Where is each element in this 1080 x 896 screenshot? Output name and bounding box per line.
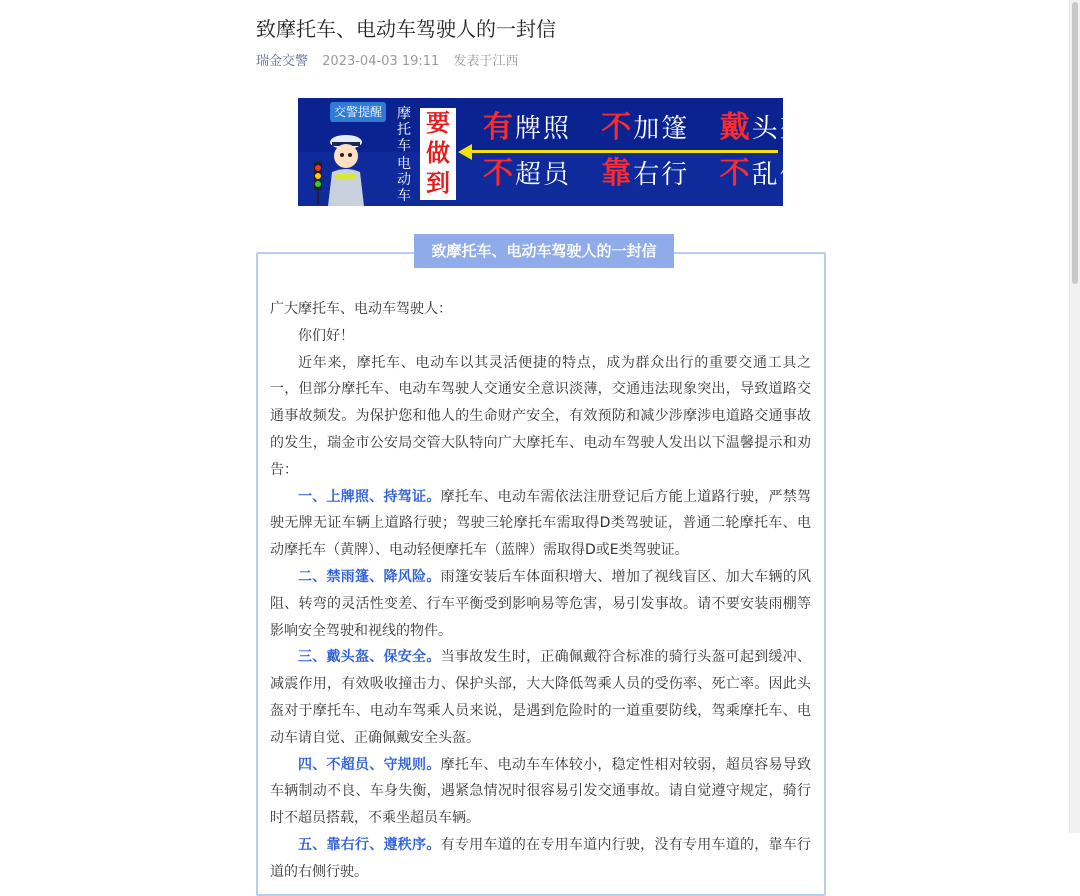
- item-heading: 二、禁雨篷、降风险。: [298, 568, 441, 585]
- traffic-police-illustration: [312, 122, 372, 206]
- item-heading: 五、靠右行、遵秩序。: [298, 836, 441, 853]
- banner-rule: 靠右行: [601, 156, 690, 191]
- item-text: 有专用车道的在专用车道内行驶，没有专用车道的，靠车行道的右侧行驶。: [270, 836, 812, 880]
- banner-tag: 交警提醒: [330, 102, 386, 122]
- letter-item: [270, 832, 811, 886]
- publish-location: 发表于江西: [453, 54, 519, 69]
- item-heading: 一、上牌照、持驾证。: [298, 488, 441, 505]
- scrollbar-thumb[interactable]: [1072, 2, 1078, 284]
- publish-date: 2023-04-03 19:11: [322, 54, 440, 69]
- item-text: 当事故发生时，正确佩戴符合标准的骑行头盔可起到缓冲、减震作用，有效吸收撞击力、保护头部，大大降低驾乘人员的受伤率、死亡率。因此头盔对于摩托车、电动车驾乘人员来说，是遇到危险时的一道重要防线，驾乘摩托车、电动车请自觉、正确佩戴安全头盔。: [270, 649, 812, 746]
- letter-greeting: 广大摩托车、电动车驾驶人：: [270, 301, 452, 317]
- letter-item: [270, 564, 811, 644]
- banner-rule: 不加篷: [601, 110, 690, 145]
- page-scrollbar[interactable]: [1069, 0, 1080, 833]
- item-text: 摩托车、电动车车体较小，稳定性相对较弱，超员容易导致车辆制动不良、车身失衡，遇紧急情况时很容易引发交通事故。请自觉遵守规定，骑行时不超员搭载，不乘坐超员车辆。: [270, 756, 812, 827]
- author-link[interactable]: 瑞金交警: [256, 54, 309, 69]
- banner-rule: 有牌照: [483, 110, 572, 145]
- letter-hello: 你们好！: [298, 327, 354, 344]
- banner-ebike-label: 电动车: [397, 156, 411, 204]
- article-meta: [256, 53, 518, 71]
- item-heading: 三、戴头盔、保安全。: [298, 649, 441, 666]
- article-title: 致摩托车、电动车驾驶人的一封信: [256, 17, 556, 41]
- banner-row-2: [483, 154, 828, 194]
- item-text: 雨篷安装后车体面积增大、增加了视线盲区、加大车辆的风阻、转弯的灵活性变差、行车平衡受到影响易等危害，易引发事故。请不要安装雨棚等影响安全驾驶和视线的物件。: [270, 568, 812, 639]
- letter-item: [270, 752, 811, 832]
- letter-body: [270, 296, 811, 886]
- letter-heading: 致摩托车、电动车驾驶人的一封信: [414, 234, 674, 268]
- letter-item: [270, 484, 811, 564]
- banner-rule: 不乱停: [719, 156, 808, 191]
- letter-item: [270, 644, 811, 751]
- item-text: 摩托车、电动车需依法注册登记后方能上道路行驶，严禁驾驶无牌无证车辆上道路行驶；驾驶三轮摩托车需取得D类驾驶证，普通二轮摩托车、电动摩托车（黄牌）、电动轻便摩托车（蓝牌）需取得D或E类驾驶证。: [270, 488, 812, 559]
- item-heading: 四、不超员、守规则。: [298, 756, 441, 773]
- banner-image: [298, 98, 808, 206]
- banner-rule: 戴头盔: [719, 110, 808, 145]
- banner-motorcycle-label: 摩托车: [397, 106, 411, 154]
- banner-rule: 不超员: [483, 156, 572, 191]
- banner-row-1: [483, 108, 828, 148]
- banner-divider: [470, 150, 778, 153]
- letter-intro: 近年来，摩托车、电动车以其灵活便捷的特点，成为群众出行的重要交通工具之一，但部分摩托车、电动车驾驶人交通安全意识淡薄，交通违法现象突出，导致道路交通事故频发。为保护您和他人的生命财产安全，有效预防和减少涉摩涉电道路交通事故的发生，瑞金市公安局交管大队特向广大摩托车、电动车驾驶人发出以下温馨提示和劝告：: [270, 354, 811, 478]
- banner-must-text: 要做到: [420, 108, 456, 200]
